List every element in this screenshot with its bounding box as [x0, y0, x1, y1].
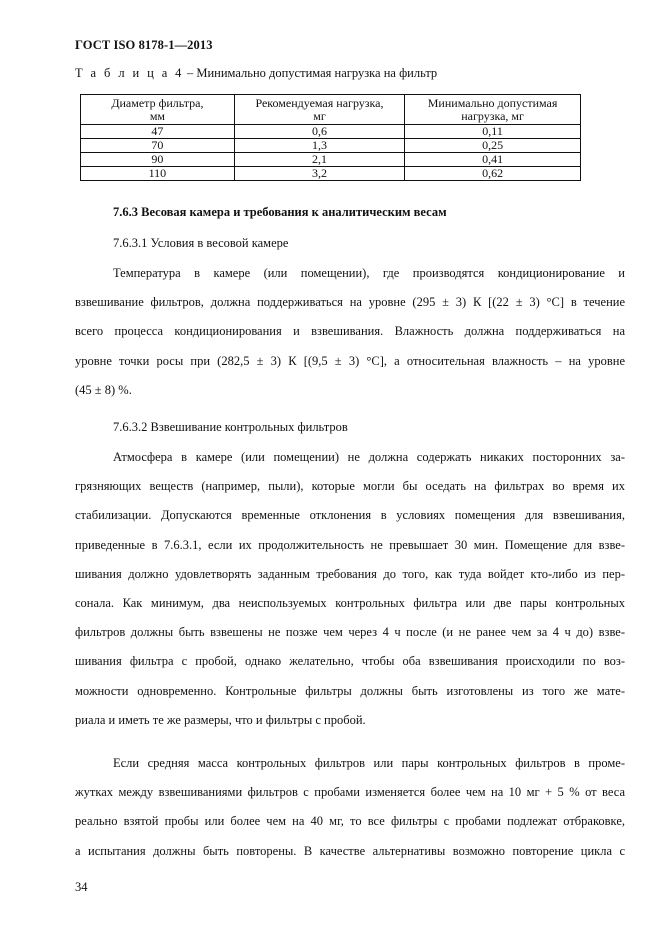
page-number: 34	[75, 880, 88, 894]
table-cell: 0,41	[405, 153, 581, 167]
table-cell: 0,11	[405, 125, 581, 139]
table-row	[81, 125, 581, 139]
table-row	[81, 139, 581, 153]
paragraph-line: (45 ± 8) %.	[75, 382, 132, 397]
paragraph-line: Температура в камере (или помещении), где производятся кондиционирование и	[113, 266, 625, 280]
paragraph-line: стабилизации. Допускаются временные отклонения в условиях помещения для взвешивания,	[75, 508, 625, 523]
column-header-diameter: Диаметр фильтра, мм	[81, 95, 235, 125]
paragraph-line: риала и иметь те же размеры, что и фильтры с пробой.	[75, 712, 366, 727]
table-cell: 110	[81, 167, 235, 181]
paragraph-line: взвешивание фильтров, должна поддерживаться на уровне (295 ± 3) К [(22 ± 3) °C] в течение	[75, 295, 625, 310]
subsection-title-7-6-3-1: 7.6.3.1 Условия в весовой камере	[113, 236, 289, 250]
paragraph-line: шивания должно удовлетворять заданным требования до того, как туда войдет кто-либо из пер-	[75, 566, 625, 581]
column-header-recommended-load: Рекомендуемая нагрузка, мг	[234, 95, 404, 125]
paragraph-line: всего процесса кондиционирования и взвешивания. Влажность должна поддерживаться на	[75, 324, 625, 339]
paragraph-line: сонала. Как минимум, два неиспользуемых контрольных фильтра или две пары контрольных	[75, 596, 625, 611]
paragraph-line: реально взятой пробы или более чем на 40 мг, то все фильтры с пробами подлежат отбраковке,	[75, 814, 625, 829]
paragraph-line: а испытания должны быть повторены. В качестве альтернативы возможно повторение цикла с	[75, 843, 625, 858]
table-cell: 47	[81, 125, 235, 139]
table-row	[81, 167, 581, 181]
table-cell: 0,6	[234, 125, 404, 139]
table-caption	[75, 66, 437, 81]
paragraph-line: уровне точки росы при (282,5 ± 3) К [(9,5 ± 3) °C], а относительная влажность – на уровне	[75, 353, 625, 368]
paragraph-line: грязняющих веществ (например, пыли), которые могли бы оседать на фильтрах во время их	[75, 479, 625, 494]
paragraph-line: шивания фильтра с пробой, однако желательно, чтобы оба взвешивания происходили по воз-	[75, 654, 625, 669]
table-caption-text: – Минимально допустимая нагрузка на фильтр	[183, 66, 438, 80]
subsection-title-7-6-3-2: 7.6.3.2 Взвешивание контрольных фильтров	[113, 420, 348, 434]
paragraph-mass-deviation	[75, 749, 625, 866]
standard-header: ГОСТ ISO 8178-1—2013	[75, 38, 213, 52]
table-cell: 3,2	[234, 167, 404, 181]
column-header-minimum-load: Минимально допустимая нагрузка, мг	[405, 95, 581, 125]
paragraph-reference-filters	[75, 443, 625, 735]
table-header-row	[81, 95, 581, 125]
table-caption-prefix: Т а б л и ц а 4	[75, 66, 184, 80]
table-row	[81, 153, 581, 167]
table-cell: 0,62	[405, 167, 581, 181]
paragraph-line: приведенные в 7.6.3.1, если их продолжительность не превышает 30 мин. Помещение для взве-	[75, 537, 625, 552]
table-cell: 2,1	[234, 153, 404, 167]
table-cell: 90	[81, 153, 235, 167]
table-cell: 1,3	[234, 139, 404, 153]
paragraph-line: Атмосфера в камере (или помещении) не должна содержать никаких посторонних за-	[113, 450, 625, 464]
section-title-7-6-3: 7.6.3 Весовая камера и требования к аналитическим весам	[113, 205, 447, 219]
paragraph-line: жутках между взвешиваниями фильтров с пробами изменяется более чем на 10 мг + 5 % от веса	[75, 785, 625, 800]
filter-load-table	[80, 94, 581, 181]
paragraph-line: можности одновременно. Контрольные фильтры должны быть изготовлены из того же мате-	[75, 683, 625, 698]
table-cell: 70	[81, 139, 235, 153]
paragraph-line: фильтров должны быть взвешены не позже чем через 4 ч после (и не ранее чем за 4 ч до) взве-	[75, 625, 625, 640]
paragraph-line: Если средняя масса контрольных фильтров или пары контрольных фильтров в проме-	[113, 756, 625, 770]
table-cell: 0,25	[405, 139, 581, 153]
paragraph-weighing-conditions	[75, 259, 625, 405]
